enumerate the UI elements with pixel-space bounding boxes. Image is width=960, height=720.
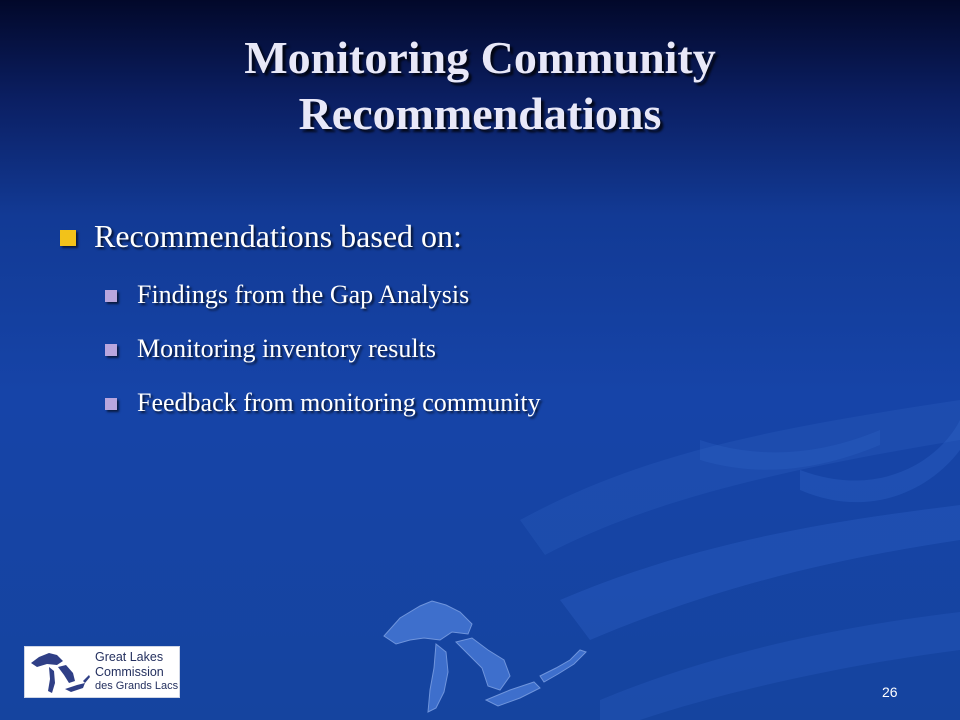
sub-bullet-marker (105, 398, 117, 410)
sub-bullet (105, 388, 541, 418)
logo-text-line-1: Great Lakes (95, 650, 164, 664)
sub-bullet-text: Findings from the Gap Analysis (137, 280, 470, 309)
main-bullet-text: Recommendations based on: (94, 218, 462, 254)
main-bullet (60, 218, 462, 255)
sub-bullet-marker (105, 290, 117, 302)
sub-bullet-marker (105, 344, 117, 356)
sub-bullet (105, 334, 436, 364)
sub-bullet-text: Feedback from monitoring community (137, 388, 541, 417)
great-lakes-commission-logo (24, 646, 180, 698)
title-line-1: Monitoring Community (244, 32, 716, 83)
title-line-2: Recommendations (298, 88, 662, 139)
slide-title (120, 30, 840, 142)
sub-bullet-text: Monitoring inventory results (137, 334, 436, 363)
bullet-marker (60, 230, 76, 246)
page-number: 26 (882, 684, 898, 700)
sub-bullet (105, 280, 469, 310)
logo-lakes-icon (27, 647, 91, 697)
logo-text-line-2: Commission (95, 665, 164, 679)
logo-text-line-3: des Grands Lacs (95, 680, 179, 692)
